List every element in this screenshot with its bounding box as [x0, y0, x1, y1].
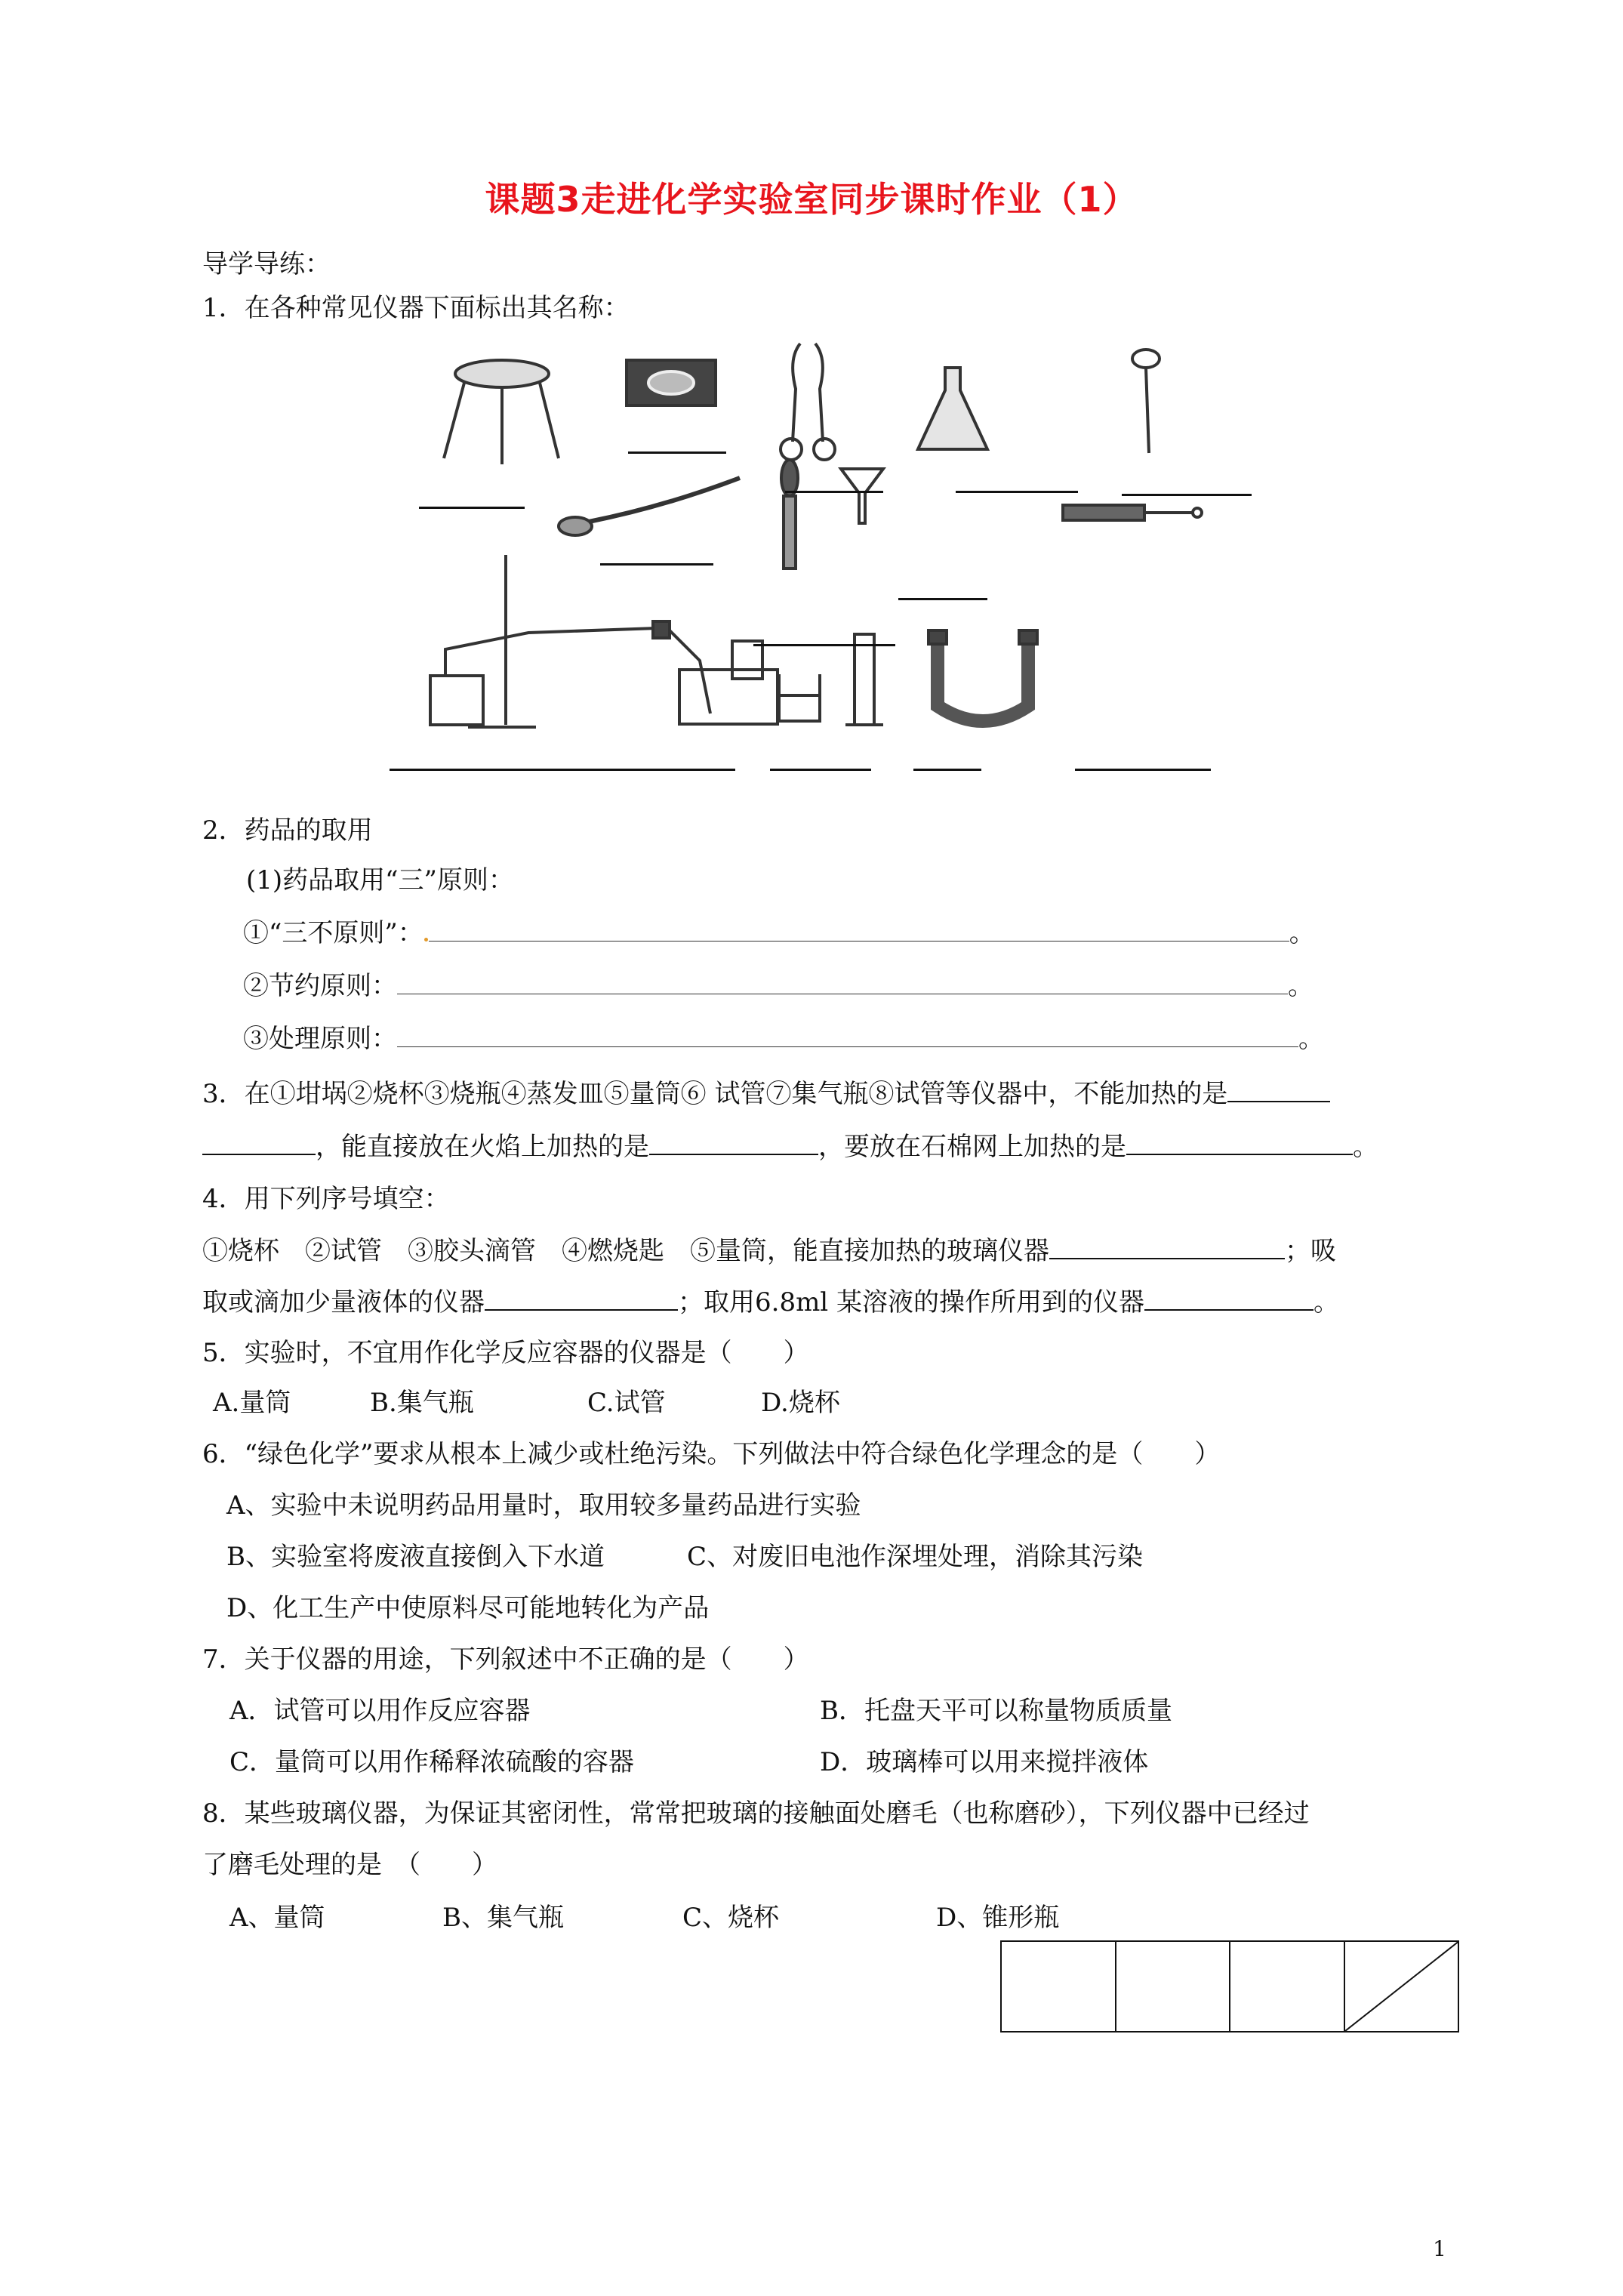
q3-part-b: ，要放在石棉网上加热的是	[818, 1132, 1126, 1162]
end-mark: 。	[1298, 1024, 1324, 1054]
q2-p3-label: ③处理原则：	[243, 1024, 397, 1054]
q5-stem: 5．实验时，不宜用作化学反应容器的仪器是（ ）	[202, 1338, 809, 1368]
q2-p2-label: ②节约原则：	[243, 971, 397, 1001]
q2-principle-1	[243, 917, 1315, 950]
q2-p1-label: ①“三不原则”：	[243, 918, 423, 948]
q7-option-d[interactable]: D．玻璃棒可以用来搅拌液体	[820, 1747, 1149, 1777]
q4-blank-1[interactable]	[1049, 1232, 1285, 1259]
q4-heading: 4．用下列序号填空：	[202, 1184, 450, 1214]
page-number: 1	[1433, 2236, 1446, 2261]
q3-blank-3[interactable]	[1126, 1128, 1353, 1155]
q1-text: 1．在各种常见仪器下面标出其名称：	[202, 293, 630, 323]
q2-p1-blank[interactable]	[429, 918, 1289, 942]
q3-stem: 3．在①坩埚②烧杯③烧瓶④蒸发皿⑤量筒⑥ 试管⑦集气瓶⑧试管等仪器中，不能加热的是	[202, 1079, 1228, 1109]
q4-part-a: 取或滴加少量液体的仪器	[202, 1287, 485, 1318]
beaker-icon	[779, 674, 820, 721]
q6-option-d[interactable]: D、化工生产中使原料尽可能地转化为产品	[226, 1593, 710, 1623]
apparatus-figure	[377, 328, 1283, 781]
score-cell[interactable]	[1002, 1942, 1116, 2031]
q7-option-b[interactable]: B．托盘天平可以称量物质质量	[820, 1696, 1172, 1726]
diagonal-slash-icon	[1345, 1942, 1458, 2031]
q6-stem: 6．“绿色化学”要求从根本上减少或杜绝污染。下列做法中符合绿色化学理念的是（ ）	[202, 1439, 1221, 1469]
q1-answer-line[interactable]	[956, 491, 1078, 493]
q2-subheading: (1)药品取用“三”原则：	[246, 865, 514, 895]
end-mark: 。	[1313, 1287, 1339, 1318]
score-cell[interactable]	[1230, 1942, 1345, 2031]
q1-answer-line[interactable]	[1075, 769, 1211, 771]
q6-option-b[interactable]: B、实验室将废液直接倒入下水道	[226, 1542, 605, 1572]
crucible-tongs-icon	[781, 344, 835, 460]
q7-option-a[interactable]: A．试管可以用作反应容器	[229, 1696, 531, 1726]
q1-answer-line[interactable]	[600, 563, 713, 566]
end-mark: 。	[1288, 971, 1313, 1001]
q1-answer-line[interactable]	[753, 644, 895, 646]
q3-blank-1-cont[interactable]	[202, 1128, 316, 1155]
q2-p3-blank[interactable]	[397, 1024, 1298, 1047]
medicine-spoon-icon	[559, 478, 740, 535]
q4-blank-2[interactable]	[485, 1284, 678, 1311]
q4-stem-end: ；吸	[1285, 1236, 1336, 1266]
test-tube-brush-icon	[1063, 505, 1202, 520]
q7-option-c[interactable]: C．量筒可以用作稀释浓硫酸的容器	[229, 1747, 635, 1777]
wire-gauze-icon	[627, 360, 716, 405]
score-cell[interactable]	[1116, 1942, 1231, 2031]
measuring-cylinder-icon	[845, 634, 883, 725]
q5-option-d[interactable]: D.烧杯	[761, 1388, 840, 1418]
page-title: 课题3走进化学实验室同步课时作业（1）	[485, 179, 1138, 220]
q3-blank-2[interactable]	[649, 1128, 818, 1155]
combustion-spoon-icon	[1132, 350, 1160, 453]
q8-option-d[interactable]: D、锥形瓶	[936, 1903, 1060, 1933]
guide-heading: 导学导练：	[202, 249, 331, 279]
q8-stem-1: 8．某些玻璃仪器，为保证其密闭性，常常把玻璃的接触面处磨毛（也称磨砂），下列仪器中已经过	[202, 1798, 1310, 1829]
q8-option-b[interactable]: B、集气瓶	[442, 1903, 564, 1933]
mark-dot	[424, 938, 428, 942]
dropper-icon	[781, 460, 798, 569]
gas-apparatus-icon	[430, 555, 778, 727]
end-mark: 。	[1289, 918, 1315, 948]
q1-answer-line[interactable]	[785, 491, 883, 493]
q3-part-a: ，能直接放在火焰上加热的是	[316, 1132, 649, 1162]
q1-answer-line[interactable]	[770, 769, 871, 771]
q4-part-b: ；取用6.8ml 某溶液的操作所用到的仪器	[678, 1287, 1144, 1318]
q4-blank-3[interactable]	[1144, 1284, 1313, 1311]
q4-line-1	[202, 1232, 1336, 1268]
score-cell-slashed	[1345, 1942, 1458, 2031]
u-tube-icon	[929, 630, 1037, 721]
q5-option-a[interactable]: A.量筒	[213, 1388, 291, 1418]
q2-principle-2	[243, 969, 1313, 1003]
q1-answer-line[interactable]	[628, 451, 726, 454]
q5-option-b[interactable]: B.集气瓶	[370, 1388, 474, 1418]
q6-option-a[interactable]: A、实验中未说明药品用量时，取用较多量药品进行实验	[226, 1490, 861, 1521]
tripod-icon	[444, 360, 559, 464]
q7-stem: 7．关于仪器的用途，下列叙述中不正确的是（ ）	[202, 1644, 809, 1675]
q1-answer-line[interactable]	[898, 598, 987, 600]
q1-answer-line[interactable]	[390, 769, 735, 771]
q8-stem-2: 了磨毛处理的是 （ ）	[202, 1850, 497, 1880]
q1-answer-line[interactable]	[1122, 494, 1252, 496]
q2-p2-blank[interactable]	[397, 971, 1288, 994]
score-grid	[1000, 1940, 1459, 2032]
q3-line-2	[202, 1128, 1378, 1163]
q3-blank-1[interactable]	[1227, 1075, 1330, 1102]
q3-line-1	[202, 1075, 1330, 1111]
end-mark: 。	[1353, 1132, 1378, 1162]
funnel-icon	[841, 469, 883, 523]
q5-option-c[interactable]: C.试管	[587, 1388, 666, 1418]
q2-heading: 2．药品的取用	[202, 815, 373, 846]
q4-stem: ①烧杯 ②试管 ③胶头滴管 ④燃烧匙 ⑤量筒，能直接加热的玻璃仪器	[202, 1236, 1049, 1266]
q1-answer-line[interactable]	[419, 507, 525, 509]
q1-answer-line[interactable]	[913, 769, 981, 771]
conical-flask-icon	[918, 368, 987, 449]
q6-option-c[interactable]: C、对废旧电池作深埋处理，消除其污染	[687, 1542, 1144, 1572]
q4-line-2	[202, 1284, 1339, 1319]
q8-option-a[interactable]: A、量筒	[229, 1903, 325, 1933]
q8-option-c[interactable]: C、烧杯	[682, 1903, 780, 1933]
q2-principle-3	[243, 1022, 1324, 1056]
